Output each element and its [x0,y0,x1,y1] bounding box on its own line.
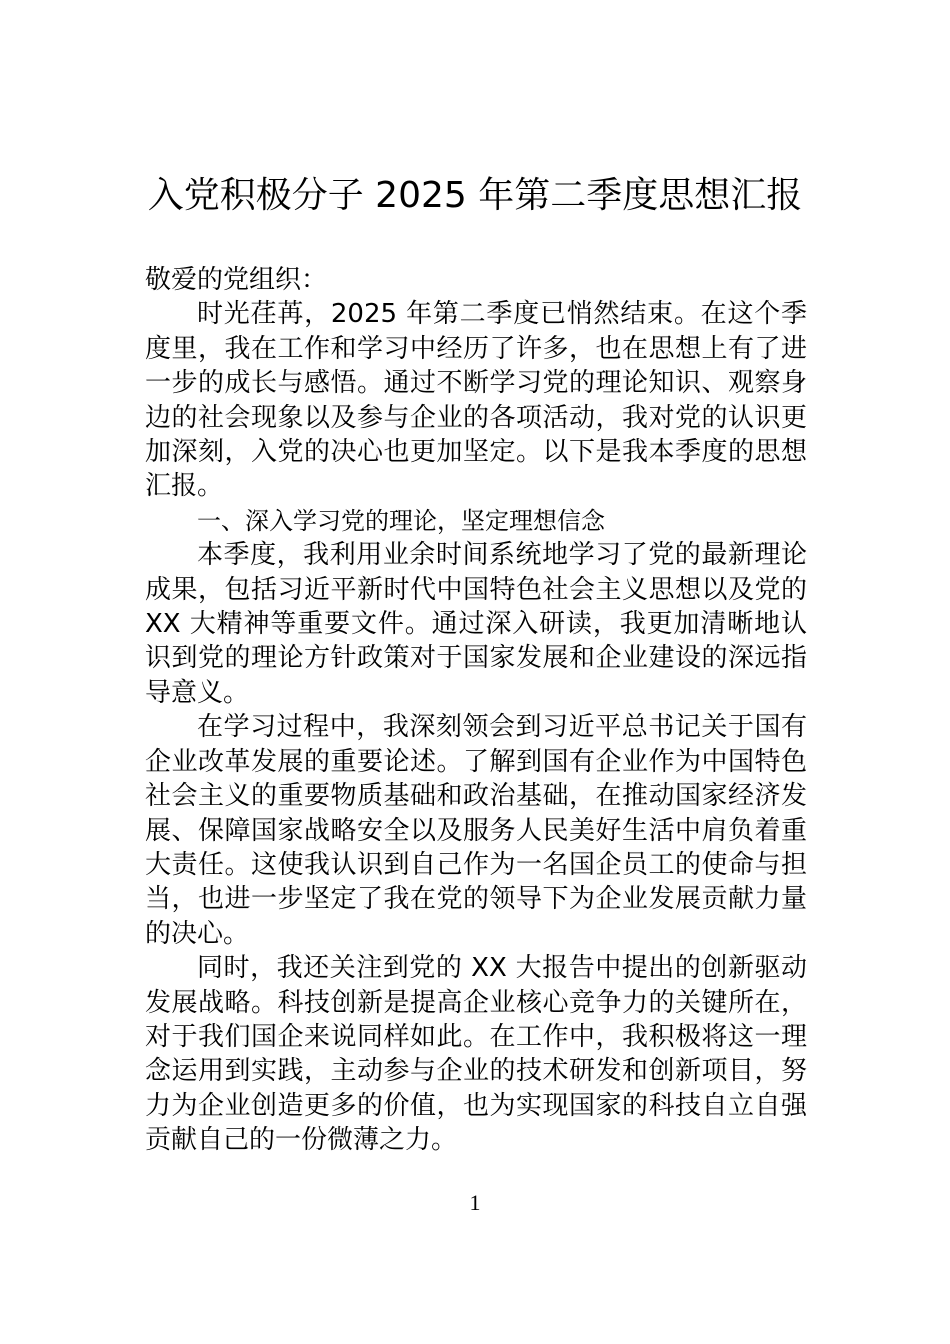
section-heading: 一、深入学习党的理论，坚定理想信念 [197,506,605,535]
page-number: 1 [469,1190,481,1215]
paragraph-innovation: 同时，我还关注到党的 XX 大报告中提出的创新驱动发展战略。科技创新是提高企业核心竞争力的关键所在，对于我们国企来说同样如此。在工作中，我积极将这一理念运用到实践，主动参与企业的技术研发和创新项目，努力为企业创造更多的价值，也为实现国家的科技自立自强贡献自己的一份微薄之力。 [145,953,807,1156]
paragraph-soe-reform: 在学习过程中，我深刻领会到习近平总书记关于国有企业改革发展的重要论述。了解到国有企业作为中国特色社会主义的重要物质基础和政治基础，在推动国家经济发展、保障国家战略安全以及服务人民美好生活中肩负着重大责任。这使我认识到自己作为一名国企员工的使命与担当，也进一步坚定了我在党的领导下为企业发展贡献力量的决心。 [145,712,807,949]
document-body [145,263,807,1158]
paragraph-intro: 时光荏苒，2025 年第二季度已悄然结束。在这个季度里，我在工作和学习中经历了许多，也在思想上有了进一步的成长与感悟。通过不断学习党的理论知识、观察身边的社会现象以及参与企业的各项活动，我对党的认识更加深刻，入党的决心也更加坚定。以下是我本季度的思想汇报。 [145,299,807,502]
paragraph-theory-study: 本季度，我利用业余时间系统地学习了党的最新理论成果，包括习近平新时代中国特色社会主义思想以及党的 XX 大精神等重要文件。通过深入研读，我更加清晰地认识到党的理论方针政策对于国家发展和企业建设的深远指导意义。 [145,540,807,708]
salutation: 敬爱的党组织： [145,265,328,295]
document-title: 入党积极分子 2025 年第二季度思想汇报 [147,175,803,216]
